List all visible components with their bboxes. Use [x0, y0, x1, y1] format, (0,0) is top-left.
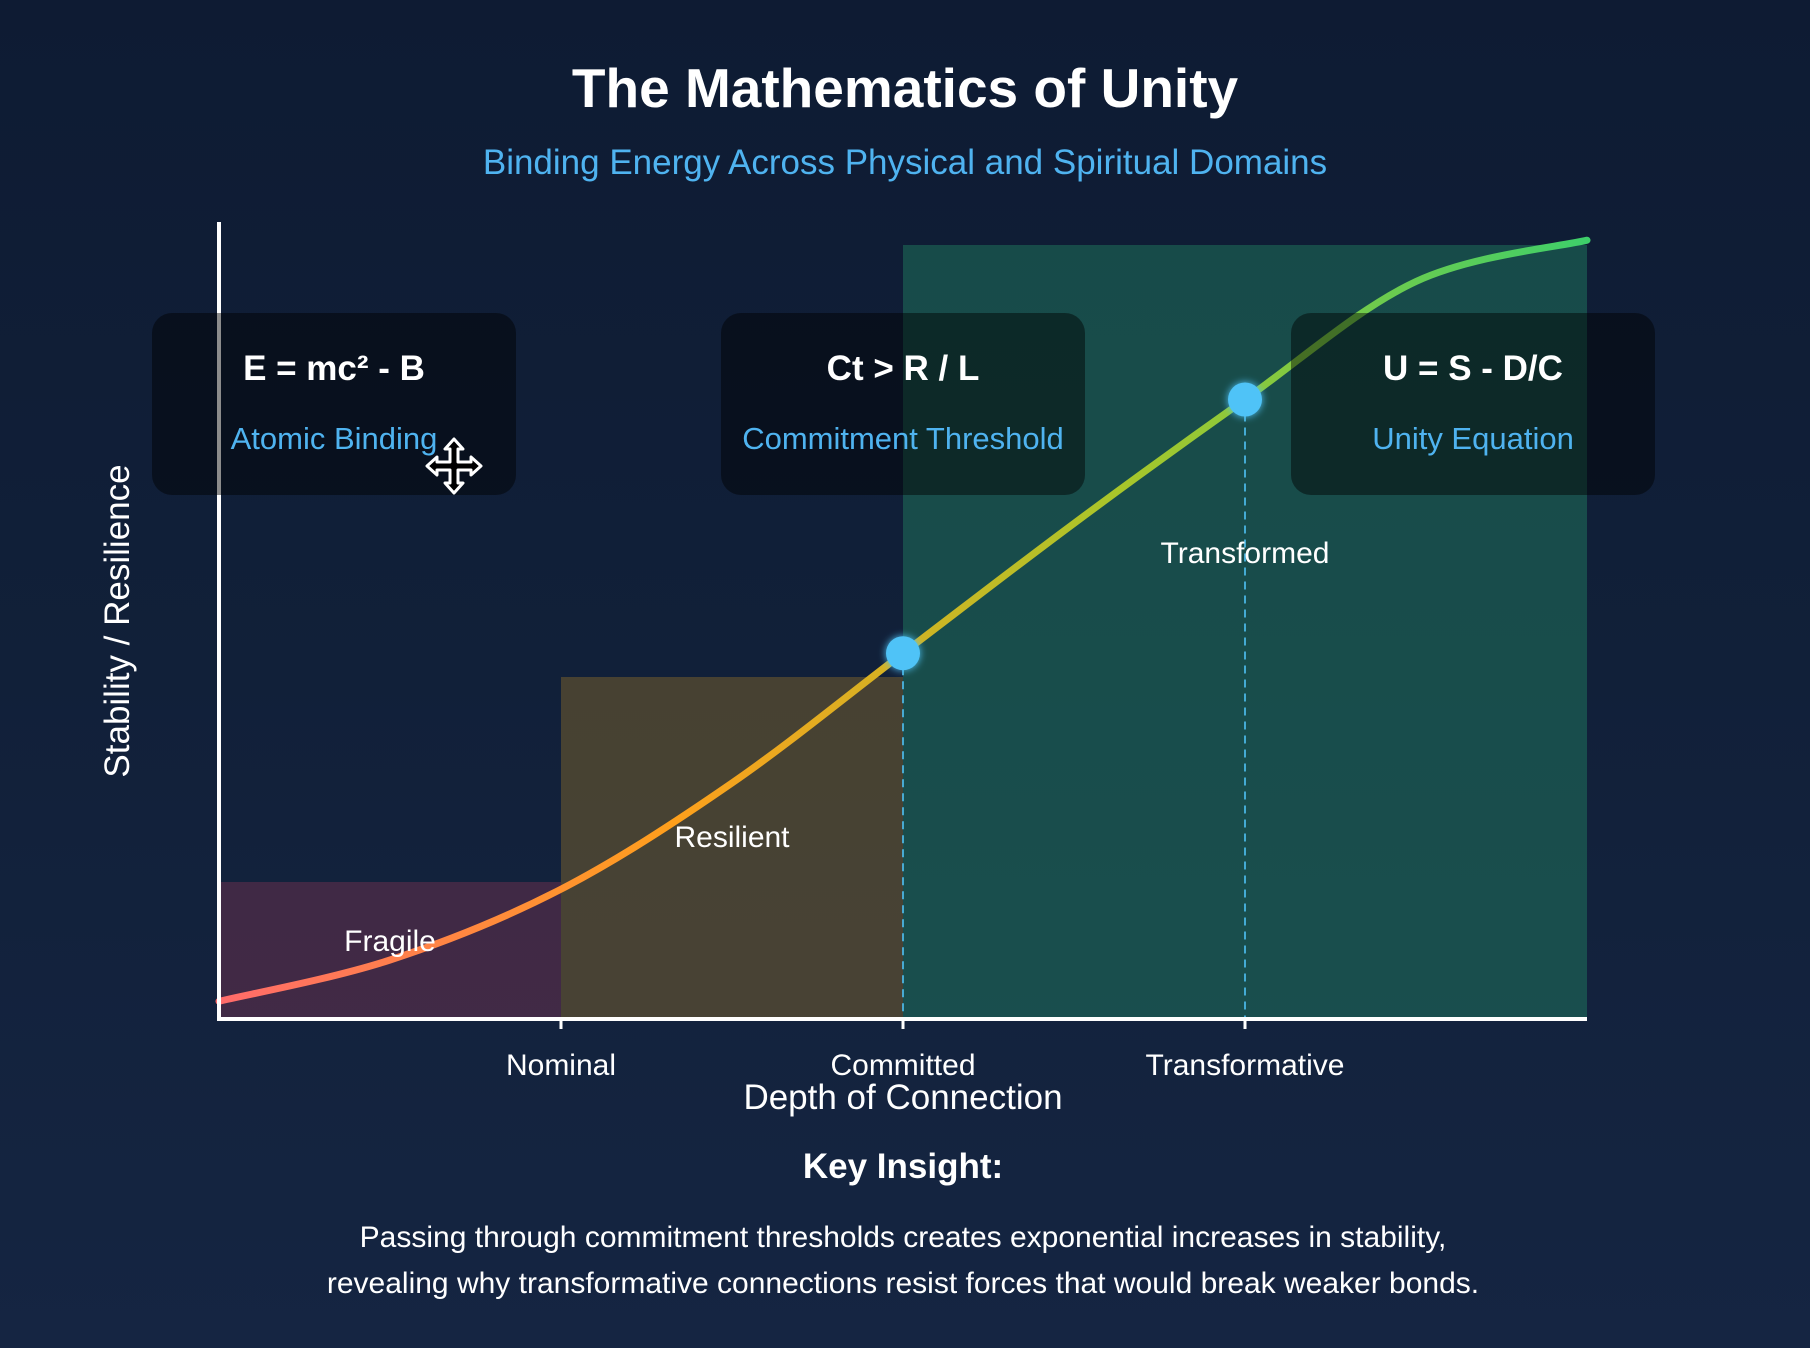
threshold-point-committed	[886, 636, 920, 670]
equation-formula: E = mc² - B	[243, 349, 425, 388]
x-tick-label-committed: Committed	[830, 1049, 976, 1082]
x-tick-label-transformative: Transformative	[1145, 1049, 1345, 1082]
key-insight-heading: Key Insight:	[802, 1147, 1004, 1186]
equation-caption: Unity Equation	[1372, 421, 1574, 456]
threshold-point-transformative	[1228, 383, 1262, 417]
x-tick-label-nominal: Nominal	[505, 1049, 617, 1082]
key-insight-line-1: Passing through commitment thresholds creates exponential increases in stability,	[359, 1221, 1447, 1254]
key-insight-line-2: revealing why transformative connections resist forces that would break weaker bonds.	[326, 1267, 1480, 1300]
equation-card-unity	[1291, 313, 1655, 495]
page-title: The Mathematics of Unity	[571, 57, 1239, 119]
zone-label-transformed: Transformed	[1160, 537, 1330, 570]
equation-caption: Atomic Binding	[230, 421, 438, 456]
equation-card-commitment	[721, 313, 1085, 495]
equation-caption: Commitment Threshold	[742, 421, 1064, 456]
equation-formula: U = S - D/C	[1383, 349, 1563, 388]
zone-label-resilient: Resilient	[674, 821, 790, 854]
page-subtitle: Binding Energy Across Physical and Spiritual Domains	[482, 143, 1328, 182]
y-axis-label: Stability / Resilience	[98, 464, 137, 778]
equation-formula: Ct > R / L	[826, 349, 980, 388]
x-axis-label: Depth of Connection	[743, 1078, 1063, 1117]
zone-label-fragile: Fragile	[344, 925, 436, 958]
